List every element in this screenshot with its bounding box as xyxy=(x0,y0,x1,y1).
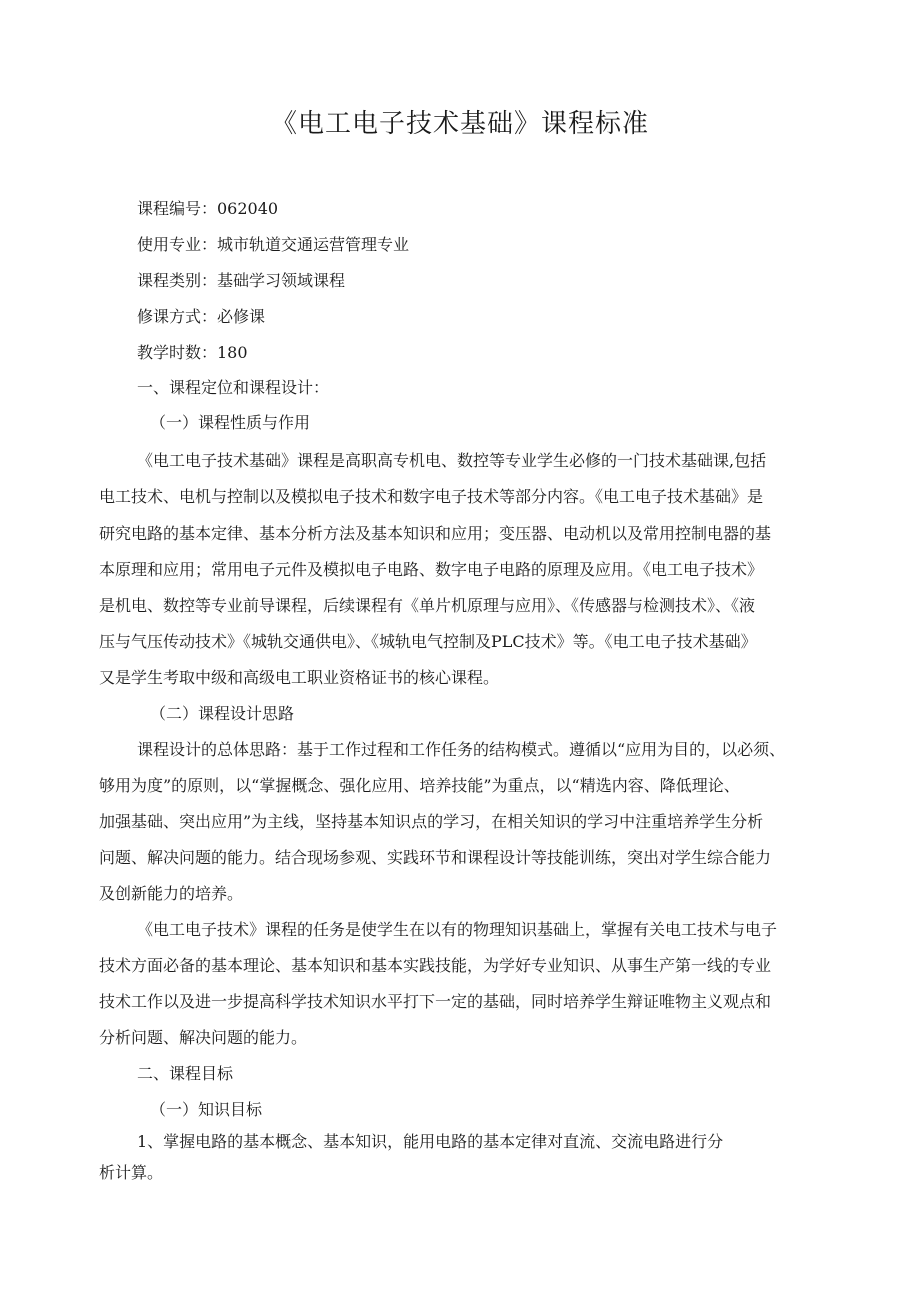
paragraph-line: 研究电路的基本定律、基本分析方法及基本知识和应用；变压器、电动机以及常用控制电器的基 xyxy=(99,524,772,543)
section-1-1-heading: （一）课程性质与作用 xyxy=(150,413,311,432)
paragraph-line: 及创新能力的培养。 xyxy=(99,884,244,903)
section-2-heading: 二、课程目标 xyxy=(137,1064,234,1083)
paragraph-line: 是机电、数控等专业前导课程，后续课程有《单片机原理与应用》、《传感器与检测技术》、《液 xyxy=(99,596,756,615)
paragraph-line: 《电工电子技术基础》课程是高职高专机电、数控等专业学生必修的一门技术基础课,包括 xyxy=(137,451,767,470)
section-1-2-heading: （二）课程设计思路 xyxy=(150,704,295,723)
document-title: 《电工电子技术基础》课程标准 xyxy=(270,109,649,139)
paragraph-line: 《电工电子技术》课程的任务是使学生在以有的物理知识基础上，掌握有关电工技术与电子 xyxy=(137,920,778,939)
paragraph-line: 压与气压传动技术》《城轨交通供电》、《城轨电气控制及PLC技术》等。《电工电子技术基础》 xyxy=(99,632,757,651)
paragraph-line: 加强基础、突出应用”为主线，坚持基本知识点的学习，在相关知识的学习中注重培养学生分析 xyxy=(99,812,764,831)
paragraph-line: 电工技术、电机与控制以及模拟电子技术和数字电子技术等部分内容。《电工电子技术基础》是 xyxy=(99,487,764,506)
section-1-heading: 一、课程定位和课程设计： xyxy=(137,378,330,397)
course-major: 使用专业：城市轨道交通运营管理专业 xyxy=(137,235,410,254)
course-code: 课程编号：062040 xyxy=(137,199,279,218)
course-category: 课程类别：基础学习领域课程 xyxy=(137,271,346,290)
paragraph-line: 课程设计的总体思路：基于工作过程和工作任务的结构模式。遵循以“应用为目的，以必须、 xyxy=(137,740,786,759)
paragraph-line: 1、掌握电路的基本概念、基本知识，能用电路的基本定律对直流、交流电路进行分 xyxy=(137,1132,724,1151)
paragraph-line: 本原理和应用；常用电子元件及模拟电子电路、数字电子电路的原理及应用。《电工电子技术》 xyxy=(99,560,764,579)
paragraph-line: 问题、解决问题的能力。结合现场参观、实践环节和课程设计等技能训练，突出对学生综合能力 xyxy=(99,848,772,867)
paragraph-line: 够用为度”的原则，以“掌握概念、强化应用、培养技能”为重点，以“精选内容、降低理论、 xyxy=(99,776,740,795)
section-2-1-heading: （一）知识目标 xyxy=(150,1100,263,1119)
paragraph-line: 又是学生考取中级和高级电工职业资格证书的核心课程。 xyxy=(99,668,500,687)
paragraph-line: 分析问题、解决问题的能力。 xyxy=(99,1028,308,1047)
course-hours: 教学时数：180 xyxy=(137,343,248,362)
paragraph-line: 析计算。 xyxy=(99,1163,164,1182)
paragraph-line: 技术工作以及进一步提高科学技术知识水平打下一定的基础，同时培养学生辩证唯物主义观点和 xyxy=(99,992,772,1011)
course-mode: 修课方式：必修课 xyxy=(137,307,266,326)
paragraph-line: 技术方面必备的基本理论、基本知识和基本实践技能，为学好专业知识、从事生产第一线的专业 xyxy=(99,956,772,975)
